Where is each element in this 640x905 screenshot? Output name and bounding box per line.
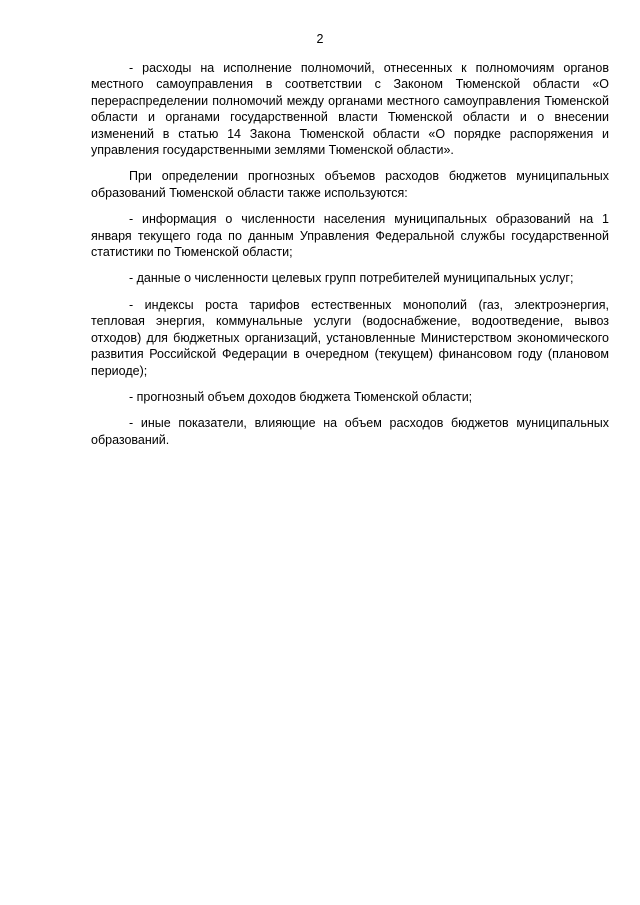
list-item-revenue-forecast: - прогнозный объем доходов бюджета Тюменской области; [129,389,473,404]
list-item-target-groups: - данные о численности целевых групп потребителей муниципальных услуг; [129,271,574,286]
document-body [91,60,609,458]
page-number: 2 [316,32,324,46]
list-item-population-info: - информация о численности населения муниципальных образований на 1 января текущего года по данным Управления Федеральной службы государственной статистики по Тюменской области; [91,212,609,260]
list-item-other-indicators: - иные показатели, влияющие на объем расходов бюджетов муниципальных образований. [91,416,609,447]
paragraph-forecast-intro: При определении прогнозных объемов расходов бюджетов муниципальных образований Тюменской области также используются: [91,169,609,200]
paragraph-expenses-powers: - расходы на исполнение полномочий, отнесенных к полномочиям органов местного самоуправления в соответствии с Законом Тюменской области «О перераспределении полномочий между органами местного самоуправления Тюменской области и органами государственной власти Тюменской области и о внесении изменений в статью 14 Закона Тюменской области «О порядке распоряжения и управления государственными землями Тюменской области». [91,61,609,158]
list-item-tariff-indexes: - индексы роста тарифов естественных монополий (газ, электроэнергия, тепловая энергия, коммунальные услуги (водоснабжение, водоотведение, вывоз отходов) для бюджетных организаций, установленные Министерством экономического развития Российской Федерации в очередном (текущем) финансовом году (плановом периоде); [91,297,609,378]
